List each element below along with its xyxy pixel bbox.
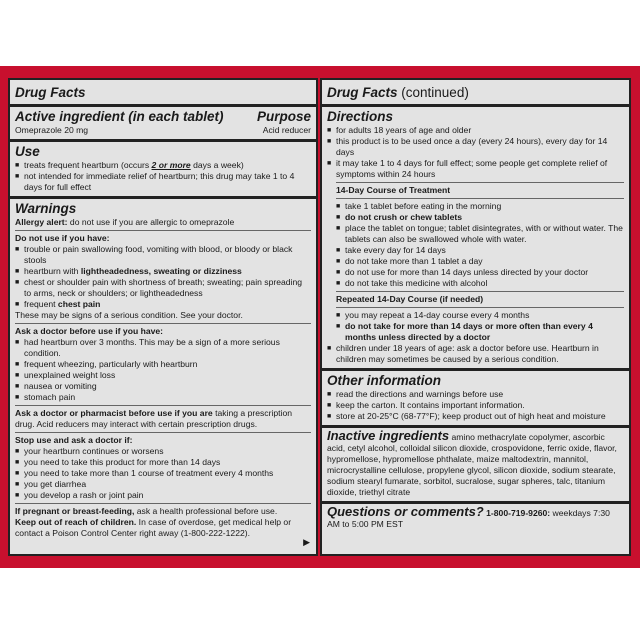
pregnancy-warning: If pregnant or breast-feeding, ask a health professional before use. bbox=[15, 506, 278, 516]
inactive-heading: Inactive ingredients bbox=[327, 428, 450, 443]
dnu-item: ■ chest or shoulder pain with shortness of breath; sweating; pain spreading to arms, neck or shoulders; or lightheadedness bbox=[15, 277, 311, 299]
course-item: ■ do not take this medicine with alcohol bbox=[336, 278, 624, 289]
course-item: ■ do not use for more than 14 days unless directed by your doctor bbox=[336, 267, 624, 278]
keep-out-warning: Keep out of reach of children. In case of overdose, get medical help or contact a Poison Control Center right away (1-800-222-1222). bbox=[15, 517, 292, 538]
other-info-heading: Other information bbox=[327, 373, 441, 388]
purpose-heading: Purpose bbox=[256, 109, 311, 124]
active-ingredient-heading: Active ingredient (in each tablet) bbox=[15, 109, 224, 124]
pharmacist-warning: Ask a doctor or pharmacist before use if you are taking a prescription drug. Acid reducers may interact with certain prescription drugs. bbox=[15, 408, 293, 429]
panel-title-continued: Drug Facts (continued) bbox=[327, 85, 469, 100]
ask-item: ■ had heartburn over 3 months. This may be a sign of a more serious condition. bbox=[15, 337, 311, 359]
ask-item: ■ unexplained weight loss bbox=[15, 370, 311, 381]
course-heading: 14-Day Course of Treatment bbox=[336, 185, 451, 195]
use-item: ■ not intended for immediate relief of heartburn; this drug may take 1 to 4 days for full effect bbox=[15, 171, 311, 193]
questions-section bbox=[322, 504, 629, 533]
questions-phone: 1-800-719-9260: bbox=[483, 508, 551, 518]
dnu-item: ■ heartburn with lightheadedness, sweating or dizziness bbox=[15, 266, 311, 277]
repeat-item: ■ do not take for more than 14 days or more often than every 4 months unless directed by a doctor bbox=[336, 321, 624, 343]
warnings-section bbox=[10, 199, 316, 542]
panel-title: Drug Facts bbox=[15, 85, 86, 100]
ask-item: ■ frequent wheezing, particularly with heartburn bbox=[15, 359, 311, 370]
course-item: ■ take 1 tablet before eating in the morning bbox=[336, 201, 624, 212]
direction-item: ■ this product is to be used once a day (every 24 hours), every day for 14 days bbox=[327, 136, 624, 158]
dnu-item: ■ trouble or pain swallowing food, vomiting with blood, or bloody or black stools bbox=[15, 244, 311, 266]
course-item: ■ place the tablet on tongue; tablet disintegrates, with or without water. The tablets can also be swallowed whole with water. bbox=[336, 223, 624, 245]
do-not-use-heading: Do not use if you have: bbox=[15, 233, 110, 243]
ask-item: ■ stomach pain bbox=[15, 392, 311, 403]
repeat-course-heading: Repeated 14-Day Course (if needed) bbox=[336, 294, 484, 304]
directions-section bbox=[322, 107, 629, 371]
allergy-label: Allergy alert: bbox=[15, 217, 68, 227]
active-ingredient-item: Omeprazole 20 mg bbox=[15, 125, 89, 135]
stop-item: ■ you need to take this product for more than 14 days bbox=[15, 457, 311, 468]
other-item: ■ store at 20-25°C (68-77°F); keep product out of high heat and moisture bbox=[327, 411, 624, 422]
dnu-item: ■ frequent chest pain bbox=[15, 299, 311, 310]
questions-hours: weekdays 7:30 AM to 5:00 PM EST bbox=[327, 508, 610, 529]
course-item: ■ do not take more than 1 tablet a day bbox=[336, 256, 624, 267]
active-purpose: Acid reducer bbox=[262, 125, 311, 135]
direction-item: ■ it may take 1 to 4 days for full effect; some people get complete relief of symptoms within 24 hours bbox=[327, 158, 624, 180]
drug-facts-right-panel bbox=[320, 78, 631, 556]
inactive-ingredients-section bbox=[322, 428, 629, 504]
other-item: ■ keep the carton. It contains important information. bbox=[327, 400, 624, 411]
stop-item: ■ your heartburn continues or worsens bbox=[15, 446, 311, 457]
directions-heading: Directions bbox=[327, 109, 394, 124]
title-section-continued bbox=[322, 80, 629, 107]
allergy-text: do not use if you are allergic to omeprazole bbox=[67, 217, 235, 227]
use-item: ■ treats frequent heartburn (occurs 2 or more days a week) bbox=[15, 160, 311, 171]
stop-item: ■ you develop a rash or joint pain bbox=[15, 490, 311, 501]
dnu-note: These may be signs of a serious condition. See your doctor. bbox=[15, 310, 243, 320]
questions-heading: Questions or comments? bbox=[327, 504, 484, 519]
warnings-heading: Warnings bbox=[15, 201, 77, 216]
ask-doctor-heading: Ask a doctor before use if you have: bbox=[15, 326, 164, 336]
course-item: ■ take every day for 14 days bbox=[336, 245, 624, 256]
drug-facts-left-panel bbox=[8, 78, 318, 556]
use-heading: Use bbox=[15, 144, 40, 159]
inactive-text: amino methacrylate copolymer, ascorbic acid, cetyl alcohol, colloidal silicon dioxide, crospovidone, ferric oxide, flavor, hypromellose, hypromellose phthalate, maize maltodextrin, mannitol, microcrystalline cellulose, propylene glycol, silicon dioxide, sodium stearate, sodium stearyl fumarate, sorbitol, sucralose, sugar spheres, talc, titanium dioxide, triethyl citrate bbox=[327, 432, 617, 497]
other-item: ■ read the directions and warnings before use bbox=[327, 389, 624, 400]
ask-item: ■ nausea or vomiting bbox=[15, 381, 311, 392]
children-item: ■ children under 18 years of age: ask a doctor before use. Heartburn in children may sometimes be caused by a serious condition. bbox=[327, 343, 624, 365]
stop-use-heading: Stop use and ask a doctor if: bbox=[15, 435, 133, 445]
stop-item: ■ you need to take more than 1 course of treatment every 4 months bbox=[15, 468, 311, 479]
other-information-section bbox=[322, 371, 629, 428]
title-section bbox=[10, 80, 316, 107]
course-item: ■ do not crush or chew tablets bbox=[336, 212, 624, 223]
repeat-item: ■ you may repeat a 14-day course every 4 months bbox=[336, 310, 624, 321]
continue-arrow-icon: ▶ bbox=[303, 537, 310, 547]
use-section bbox=[10, 142, 316, 199]
direction-item: ■ for adults 18 years of age and older bbox=[327, 125, 624, 136]
active-ingredient-section bbox=[10, 107, 316, 142]
stop-item: ■ you get diarrhea bbox=[15, 479, 311, 490]
